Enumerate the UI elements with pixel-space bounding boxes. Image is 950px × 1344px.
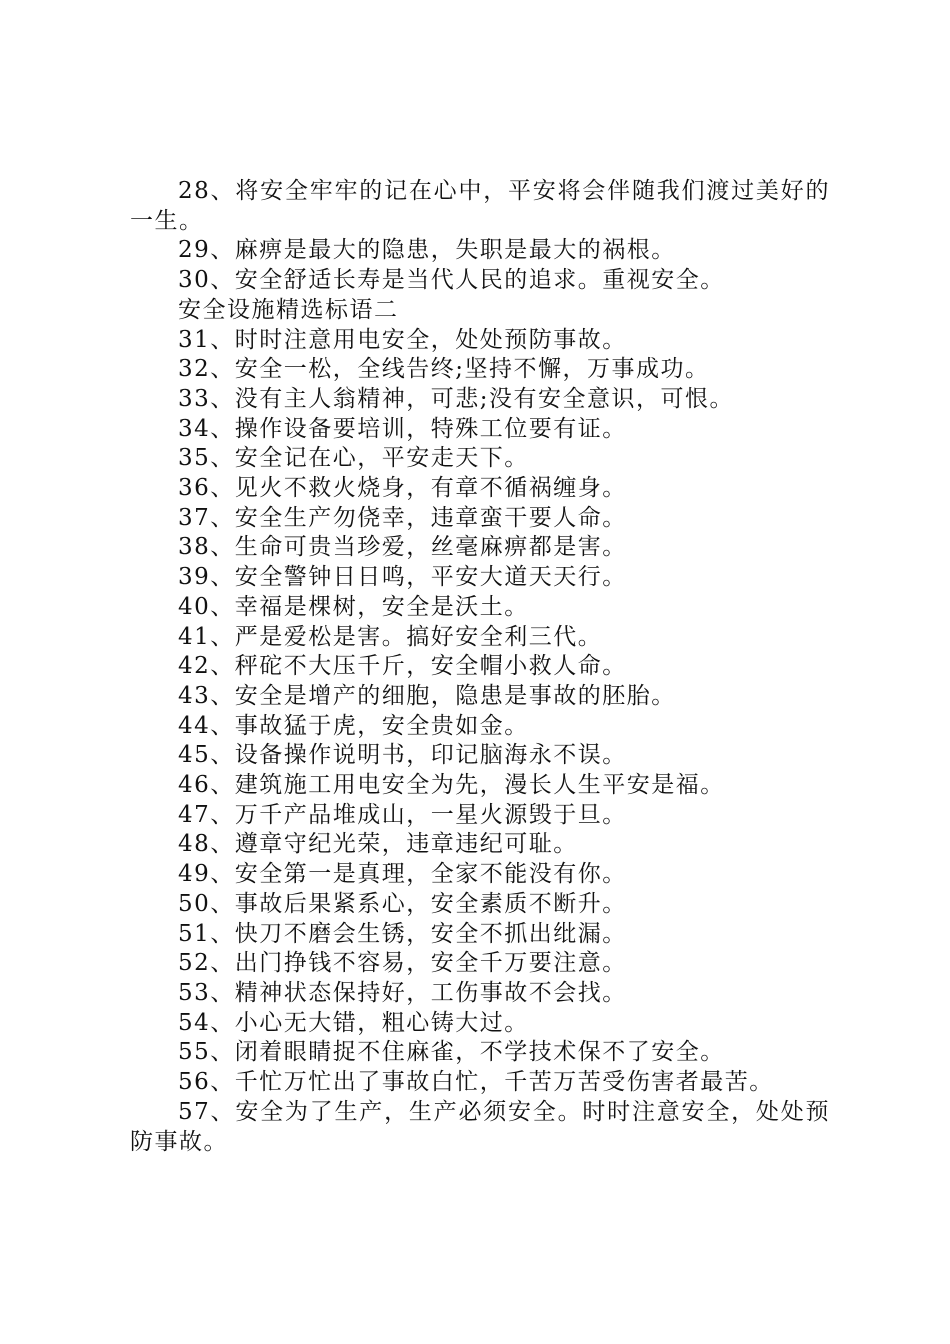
paragraph-37: 37、安全生产勿侥幸，违章蛮干要人命。 — [178, 504, 627, 531]
paragraph-55: 55、闭着眼睛捉不住麻雀，不学技术保不了安全。 — [178, 1039, 725, 1066]
paragraph-48: 48、遵章守纪光荣，违章违纪可耻。 — [178, 831, 578, 858]
paragraph-29: 29、麻痹是最大的隐患，失职是最大的祸根。 — [178, 237, 676, 264]
paragraph-31: 31、时时注意用电安全，处处预防事故。 — [178, 326, 627, 353]
paragraph-54: 54、小心无大错，粗心铸大过。 — [178, 1009, 529, 1036]
paragraph-42: 42、秤砣不大压千斤，安全帽小救人命。 — [178, 653, 627, 680]
paragraph-45: 45、设备操作说明书，印记脑海永不误。 — [178, 742, 627, 769]
paragraph-34: 34、操作设备要培训，特殊工位要有证。 — [178, 415, 627, 442]
paragraph-49: 49、安全第一是真理，全家不能没有你。 — [178, 861, 627, 888]
paragraph-53: 53、精神状态保持好，工伤事故不会找。 — [178, 979, 627, 1006]
paragraph-44: 44、事故猛于虎，安全贵如金。 — [178, 712, 529, 739]
paragraph-57: 57、安全为了生产，生产必须安全。时时注意安全，处处预防事故。 — [130, 1098, 830, 1155]
section-heading: 安全设施精选标语二 — [178, 296, 399, 323]
paragraph-32: 32、安全一松，全线告终;坚持不懈，万事成功。 — [178, 356, 710, 383]
paragraph-36: 36、见火不救火烧身，有章不循祸缠身。 — [178, 475, 627, 502]
paragraph-39: 39、安全警钟日日鸣，平安大道天天行。 — [178, 564, 627, 591]
paragraph-50: 50、事故后果紧系心，安全素质不断升。 — [178, 890, 627, 917]
paragraph-38: 38、生命可贵当珍爱，丝毫麻痹都是害。 — [178, 534, 627, 561]
paragraph-51: 51、快刀不磨会生锈，安全不抓出纰漏。 — [178, 920, 627, 947]
paragraph-28: 28、将安全牢牢的记在心中，平安将会伴随我们渡过美好的一生。 — [130, 178, 830, 234]
paragraph-33: 33、没有主人翁精神，可悲;没有安全意识，可恨。 — [178, 385, 735, 412]
paragraph-47: 47、万千产品堆成山，一星火源毁于旦。 — [178, 801, 627, 828]
document-body — [130, 177, 830, 1157]
paragraph-41: 41、严是爱松是害。搞好安全利三代。 — [178, 623, 603, 650]
paragraph-30: 30、安全舒适长寿是当代人民的追求。重视安全。 — [178, 267, 725, 294]
paragraph-43: 43、安全是增产的细胞，隐患是事故的胚胎。 — [178, 682, 676, 709]
paragraph-35: 35、安全记在心，平安走天下。 — [178, 445, 529, 472]
paragraph-52: 52、出门挣钱不容易，安全千万要注意。 — [178, 950, 627, 977]
paragraph-40: 40、幸福是棵树，安全是沃土。 — [178, 593, 529, 620]
paragraph-56: 56、千忙万忙出了事故白忙，千苦万苦受伤害者最苦。 — [178, 1069, 774, 1096]
paragraph-46: 46、建筑施工用电安全为先，漫长人生平安是福。 — [178, 772, 725, 799]
